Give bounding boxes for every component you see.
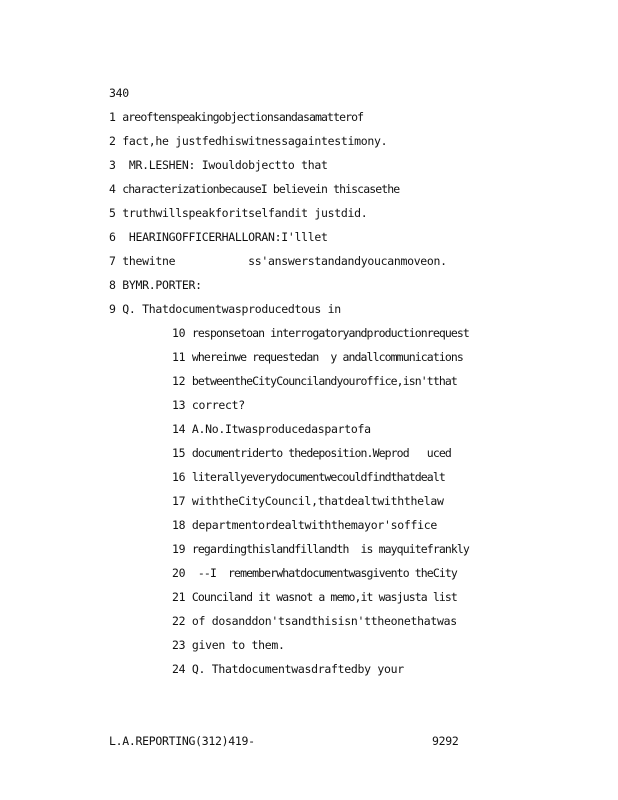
transcript-line-1: [109, 110, 363, 124]
line-number: 23: [172, 638, 186, 652]
line-number: 14: [172, 422, 186, 436]
line-text: characterizationbecauseI believein thiscasethe: [122, 182, 400, 196]
transcript-line-2: [109, 134, 387, 148]
line-text: HEARINGOFFICERHALLORAN:I'lllet: [122, 230, 328, 244]
line-text: betweentheCityCouncilandyouroffice,isn'tthat: [191, 374, 457, 388]
line-text: A.No.Itwasproducedaspartofa: [191, 422, 371, 436]
line-text: literallyeverydocumentwecouldfindthatdealt: [191, 470, 445, 484]
line-text: departmentordealtwiththemayor'soffice: [191, 518, 437, 532]
line-number: 7: [109, 254, 116, 268]
footer-reporter: L.A.REPORTING(312)419-: [109, 734, 255, 748]
line-number: 10: [172, 326, 186, 340]
line-text: MR.LESHEN: Iwouldobjectto that: [122, 158, 328, 172]
page-number: 340: [109, 86, 129, 100]
footer-number: 9292: [432, 734, 459, 748]
line-number: 13: [172, 398, 186, 412]
line-text: truthwillspeakforitselfandit justdid.: [122, 206, 368, 220]
transcript-line-18: [172, 518, 437, 532]
transcript-line-4: [109, 182, 399, 196]
line-number: 1: [109, 110, 116, 124]
transcript-line-14: [172, 422, 371, 436]
line-number: 18: [172, 518, 186, 532]
line-number: 3: [109, 158, 116, 172]
line-text: Counciland it wasnot a memo,it wasjusta list: [191, 590, 457, 604]
line-text: Q. Thatdocumentwasdraftedby your: [191, 662, 404, 676]
transcript-line-11: [172, 350, 463, 364]
line-text: documentriderto thedeposition.Weprod uced: [191, 446, 451, 460]
line-number: 8: [109, 278, 116, 292]
line-text: correct?: [191, 398, 245, 412]
line-text: regardingthislandfillandth is mayquitefrankly: [191, 542, 469, 556]
line-text: Q. Thatdocumentwasproducedtous in: [122, 302, 341, 316]
line-number: 2: [109, 134, 116, 148]
line-text: fact,he justfedhiswitnessagaintestimony.: [122, 134, 388, 148]
line-number: 6: [109, 230, 116, 244]
line-number: 11: [172, 350, 186, 364]
line-text: of dosanddon'tsandthisisn'ttheonethatwas: [191, 614, 457, 628]
line-number: 22: [172, 614, 186, 628]
line-number: 16: [172, 470, 186, 484]
transcript-line-8: [109, 278, 202, 292]
transcript-line-15: [172, 446, 451, 460]
transcript-line-17: [172, 494, 444, 508]
transcript-line-16: [172, 470, 445, 484]
line-text: whereinwe requestedan y andallcommunications: [191, 350, 463, 364]
line-text: --I rememberwhatdocumentwasgivento theCity: [191, 566, 457, 580]
line-text: responsetoan interrogatoryandproductionrequest: [191, 326, 469, 340]
line-number: 4: [109, 182, 116, 196]
transcript-line-3: [109, 158, 328, 172]
transcript-line-22: [172, 614, 457, 628]
transcript-line-19: [172, 542, 469, 556]
line-text: withtheCityCouncil,thatdealtwiththelaw: [191, 494, 444, 508]
line-number: 9: [109, 302, 116, 316]
transcript-line-10: [172, 326, 469, 340]
transcript-line-12: [172, 374, 457, 388]
transcript-line-6: [109, 230, 328, 244]
transcript-line-21: [172, 590, 457, 604]
line-number: 24: [172, 662, 186, 676]
line-number: 5: [109, 206, 116, 220]
line-text: areoftenspeakingobjectionsandasamatterof: [122, 110, 364, 124]
line-number: 12: [172, 374, 186, 388]
line-number: 21: [172, 590, 186, 604]
line-text: thewitne ss'answerstandandyoucanmoveon.: [122, 254, 447, 268]
transcript-line-5: [109, 206, 367, 220]
line-number: 15: [172, 446, 186, 460]
line-text: given to them.: [191, 638, 285, 652]
line-text: BYMR.PORTER:: [122, 278, 202, 292]
transcript-line-20: [172, 566, 457, 580]
line-number: 19: [172, 542, 186, 556]
transcript-line-13: [172, 398, 245, 412]
line-number: 20: [172, 566, 186, 580]
line-number: 17: [172, 494, 186, 508]
transcript-line-9: [109, 302, 341, 316]
transcript-line-7: [109, 254, 447, 268]
transcript-line-24: [172, 662, 404, 676]
transcript-line-23: [172, 638, 285, 652]
